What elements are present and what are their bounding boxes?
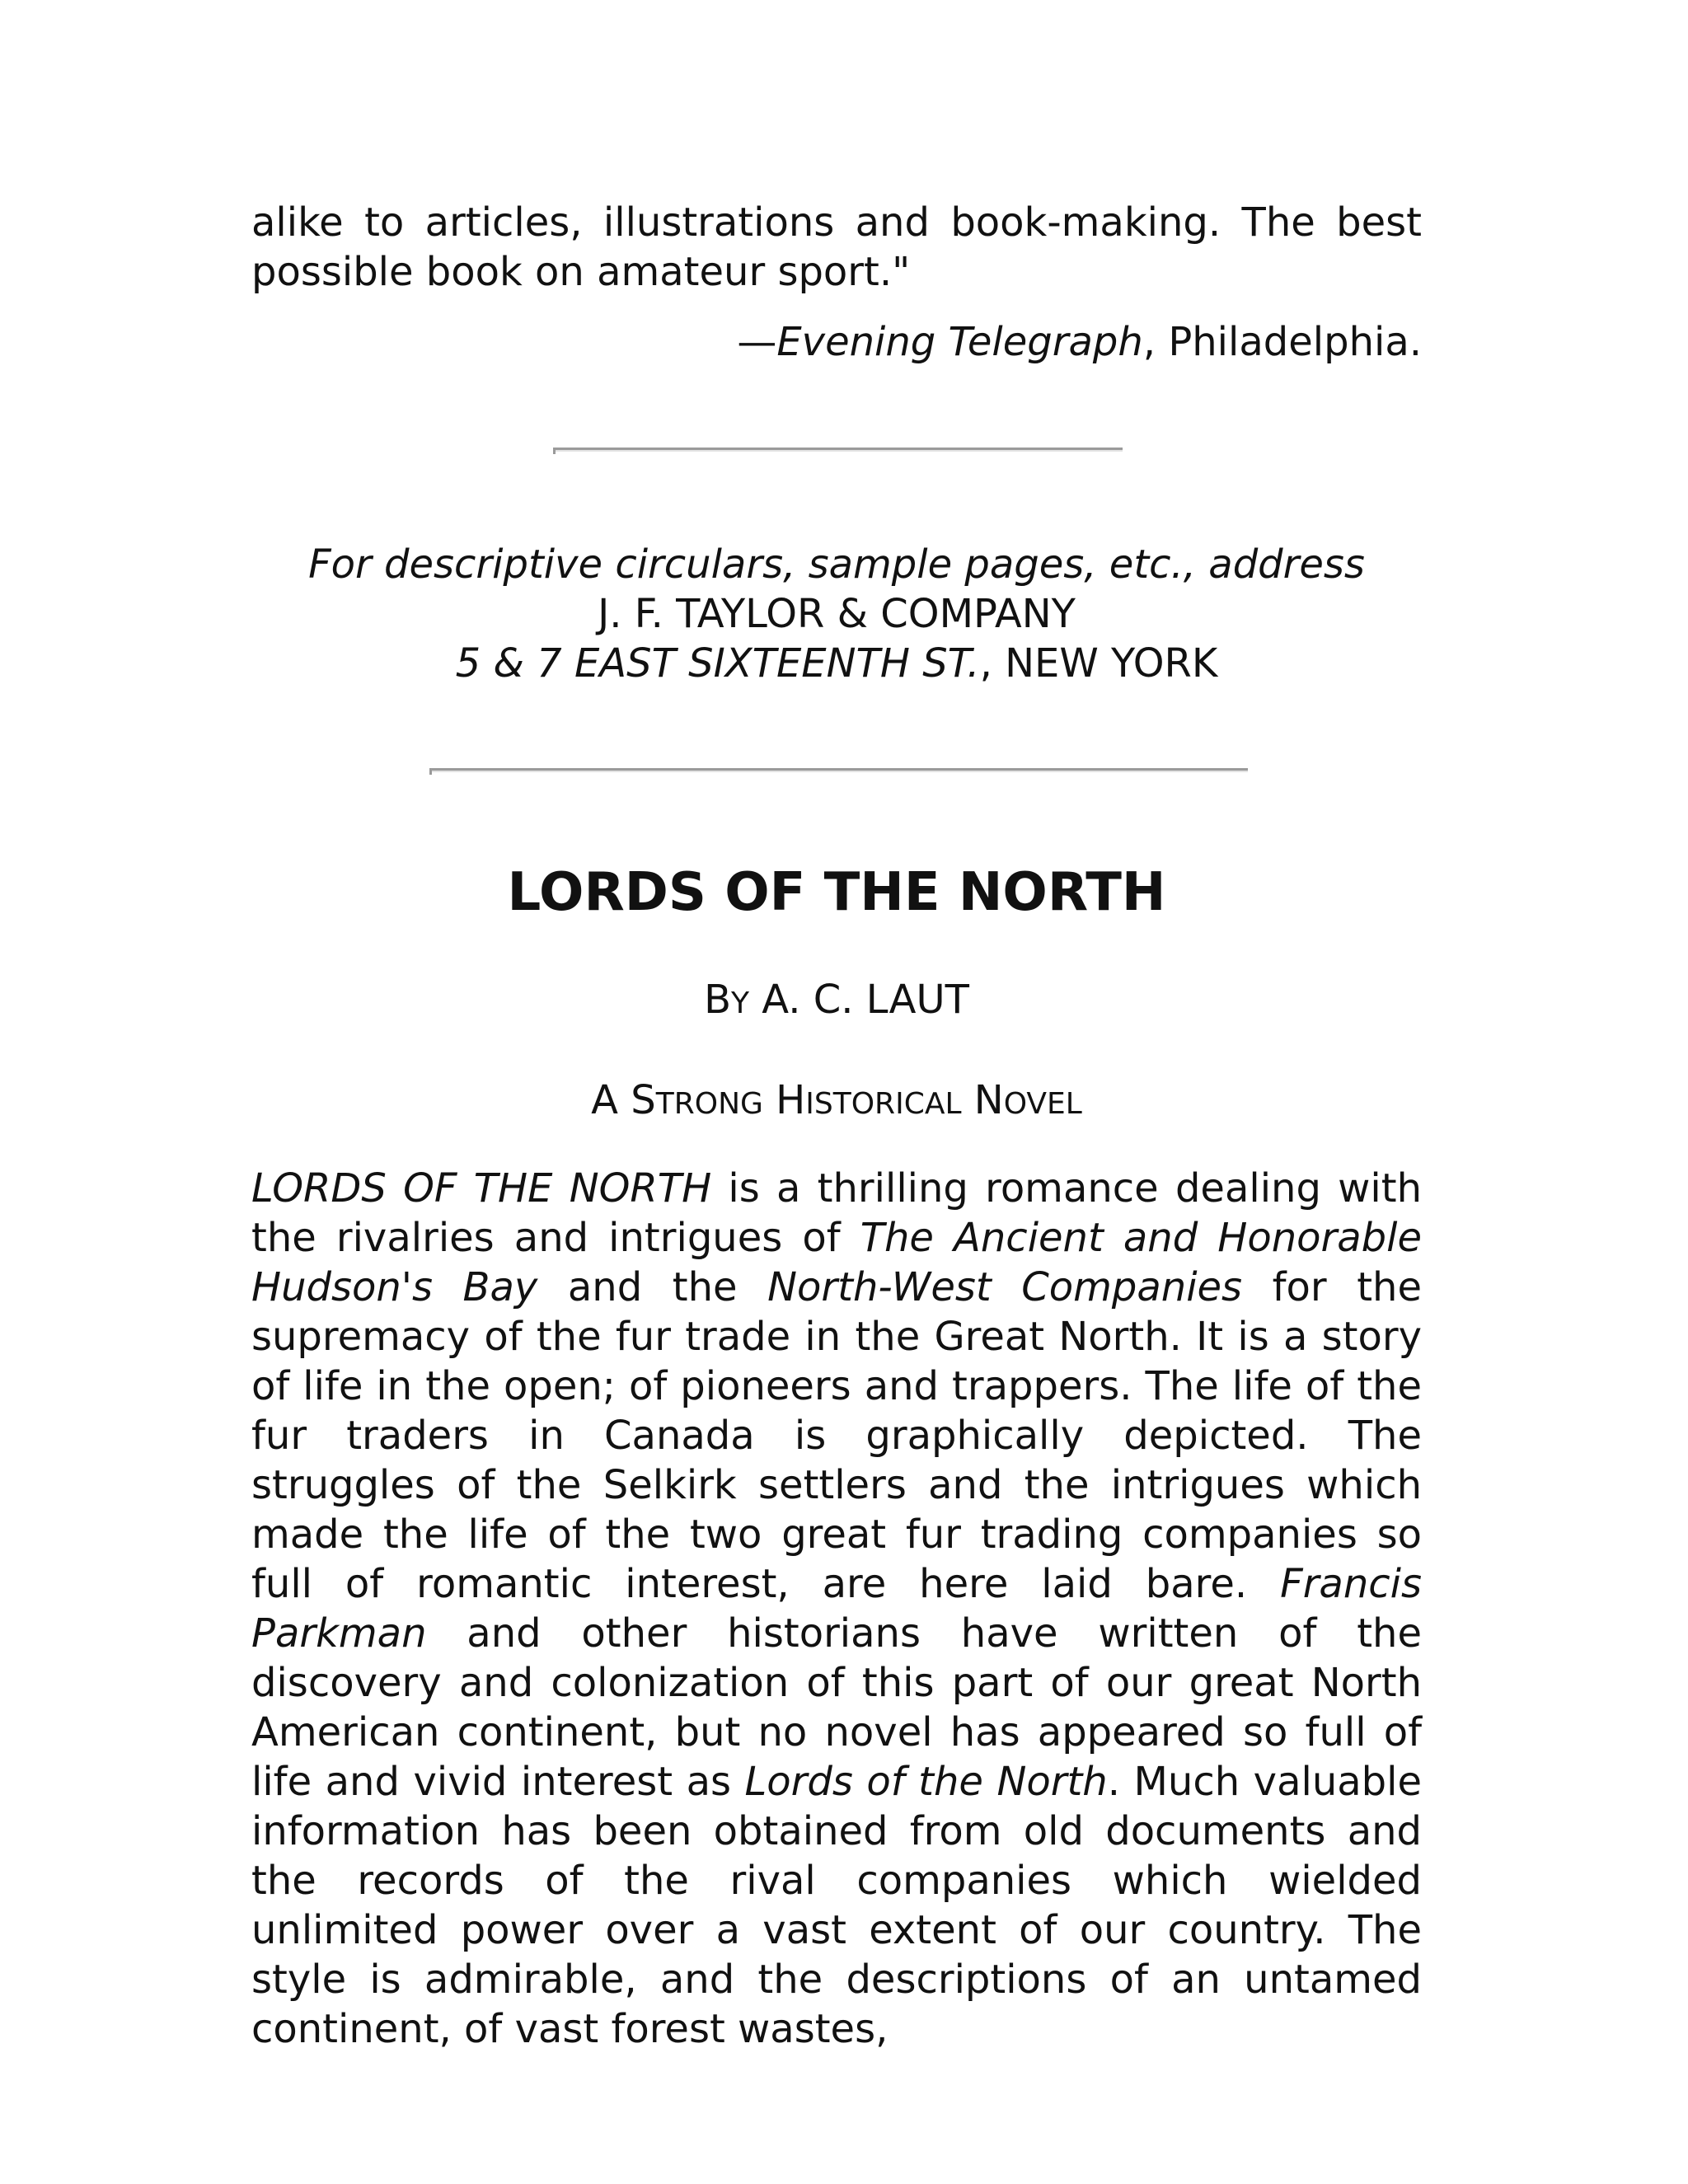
subtitle-word-rest: OVEL xyxy=(1003,1087,1082,1121)
attribution-source: Evening Telegraph xyxy=(776,319,1143,365)
divider-rule-short xyxy=(554,448,1123,452)
description-text: for the supremacy of the fur trade in the Great North. It is a story of life in the open; of pioneers and trappers. The life of the fur traders in Canada is graphically depicted. The struggles of the Selkirk settlers and the intrigues which made the life of the two great fur trading companies so full of romantic interest, are here laid bare. xyxy=(251,1264,1423,1607)
quote-body: alike to articles, illustrations and book-making. The best possible book on amateur sport." xyxy=(251,199,1422,295)
historian-reference: Francis Parkman xyxy=(251,1561,1422,1657)
title-reference: LORDS OF THE NORTH xyxy=(251,1165,712,1212)
author-name: A. C. LAUT xyxy=(749,977,969,1023)
address-intro xyxy=(251,540,1422,589)
description-paragraph xyxy=(251,1164,1422,2054)
city-name: , NEW YORK xyxy=(979,640,1218,687)
quote-attribution xyxy=(251,317,1422,367)
street-address: 5 & 7 EAST SIXTEENTH ST. xyxy=(455,640,980,687)
description-text: and the xyxy=(537,1264,768,1310)
company-name: J. F. TAYLOR & COMPANY xyxy=(598,591,1076,637)
company-reference: The Ancient and Honorable Hudson's Bay xyxy=(251,1215,1423,1310)
description-text: and other historians have written of the discovery and colonization of this part of our great North American continent, but no novel has appeared so full of life and vivid interest as xyxy=(251,1610,1422,1805)
book-subtitle xyxy=(251,1076,1422,1129)
divider-rule-long xyxy=(430,768,1248,772)
address-intro-text: For descriptive circulars, sample pages, etc., address xyxy=(308,541,1365,588)
subtitle-word-initial: N xyxy=(961,1077,1004,1123)
book-title: LORDS OF THE NORTH xyxy=(507,862,1166,923)
description-text: . Much valuable information has been obtained from old documents and the records of the rival companies which wielded unlimited power over a vast extent of our country. The style is admirable, and the descriptions of an untamed continent, of vast forest wastes, xyxy=(251,1759,1423,2052)
subtitle-word-initial: H xyxy=(762,1077,806,1123)
attribution-dash: — xyxy=(737,319,777,365)
address-company xyxy=(251,589,1422,639)
description-text: is a thrilling romance dealing with the rivalries and intrigues of xyxy=(251,1165,1423,1261)
attribution-place: , Philadelphia. xyxy=(1142,319,1422,365)
subtitle-word-rest: TRONG xyxy=(655,1087,763,1121)
byline-by-initial: B xyxy=(704,977,731,1023)
quote-text xyxy=(251,198,1422,297)
subtitle-word-rest: ISTORICAL xyxy=(805,1087,962,1121)
title-reference: Lords of the North xyxy=(744,1759,1108,1805)
subtitle-word-initial: A xyxy=(591,1077,618,1123)
byline-by-rest: Y xyxy=(731,987,749,1020)
address-street xyxy=(251,639,1422,688)
company-reference: North-West Companies xyxy=(767,1264,1243,1310)
subtitle-word-initial: S xyxy=(618,1077,656,1123)
byline xyxy=(251,975,1422,1029)
